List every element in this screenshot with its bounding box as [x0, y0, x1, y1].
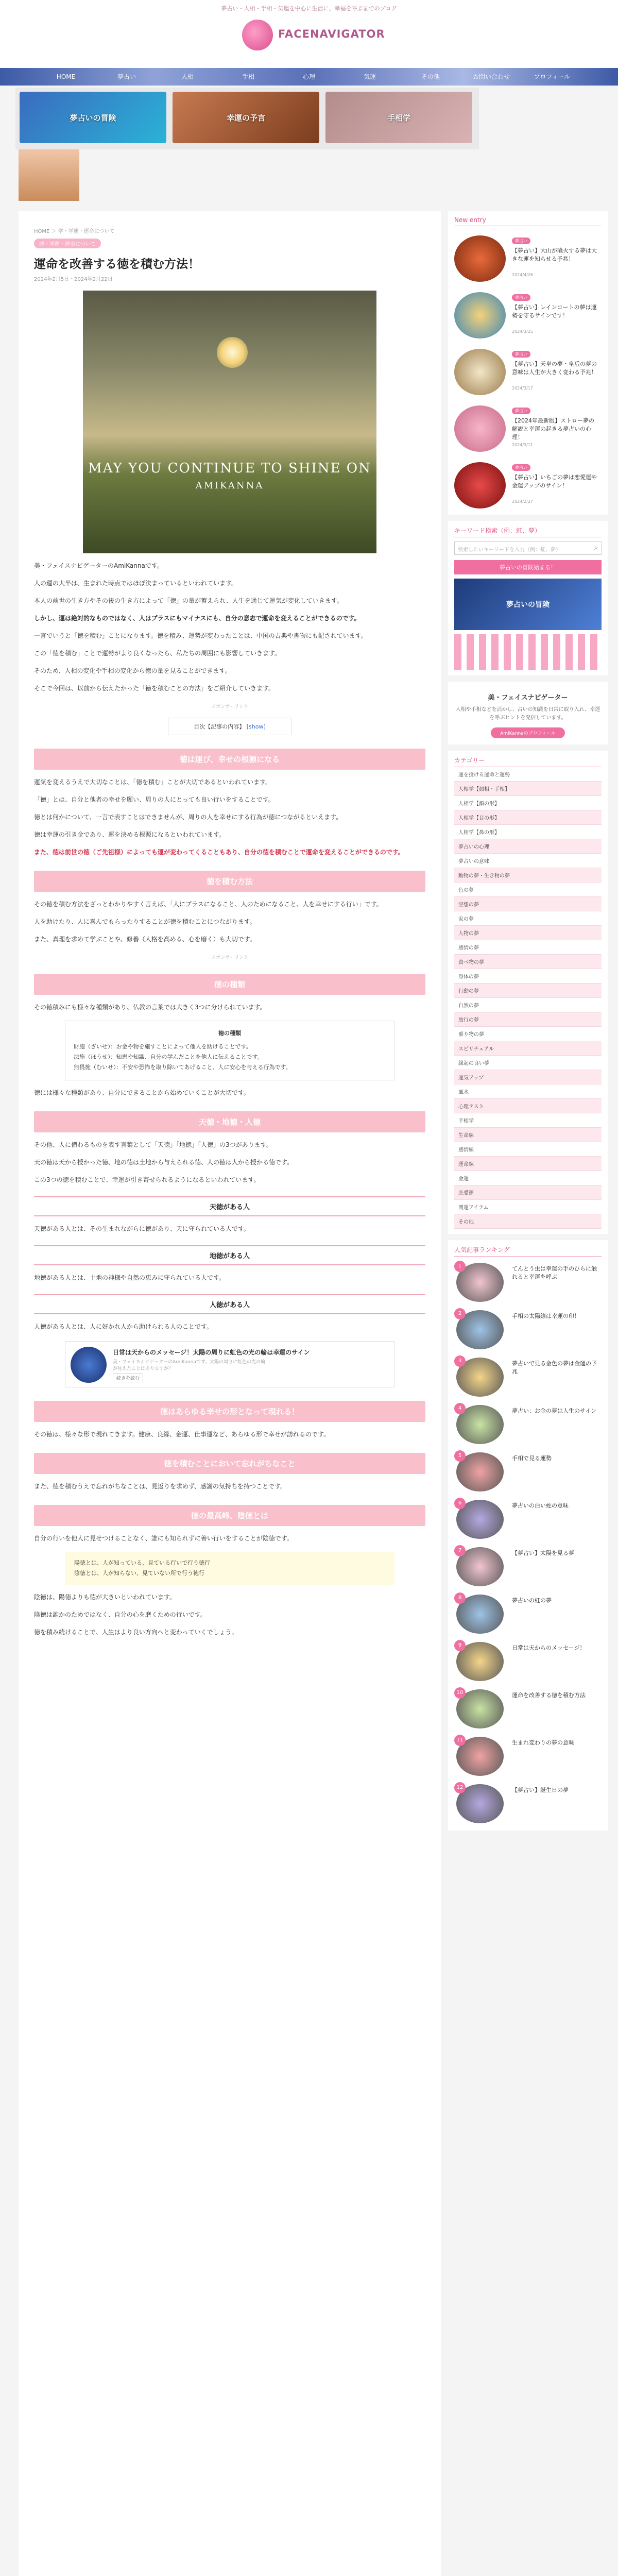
- nav-home[interactable]: HOME: [56, 73, 76, 80]
- widget-heading: 人気記事ランキング: [454, 1245, 602, 1257]
- rank-title: 夢占いの虹の夢: [512, 1597, 552, 1604]
- new-entry-item[interactable]: [454, 288, 602, 340]
- rank-number: 5: [454, 1450, 466, 1462]
- intro-paragraph: 人の運の大半は、生まれた時点ではほぼ決まっているといわれています。: [34, 580, 238, 587]
- paragraph: 運気を変えるうえで大切なことは、「徳を積む」ことが大切であるといわれています。: [34, 778, 272, 786]
- entry-category: 夢占い: [512, 351, 530, 358]
- paragraph: その他、人に備わるものを表す言葉として「天徳」「地徳」「人徳」の3つがあります。: [34, 1141, 272, 1148]
- feature-card-label: 夢占いの冒険: [70, 113, 116, 123]
- rank-number: 2: [454, 1308, 466, 1319]
- category-link[interactable]: 身体の夢: [454, 969, 602, 984]
- paragraph: その徳積みにも様々な種類があり、仏教の言葉では大きく3つに分けられています。: [34, 1004, 266, 1011]
- category-link[interactable]: 乗り物の夢: [454, 1027, 602, 1041]
- entry-date: 2024/4/26: [512, 273, 534, 277]
- entry-category: 夢占い: [512, 294, 530, 301]
- category-link[interactable]: 行動の夢: [454, 984, 602, 998]
- cta-bar[interactable]: 夢占いの冒険始まる！: [454, 560, 602, 574]
- entry-thumbnail: [454, 292, 506, 338]
- paragraph: 天の徳は天から授かった徳、地の徳は土地から与えられる徳、人の徳は人から授かる徳です。: [34, 1159, 294, 1166]
- ranking-item[interactable]: [454, 1261, 602, 1304]
- new-entry-widget: [448, 211, 608, 515]
- section-heading: 徳を積む方法: [34, 871, 425, 892]
- paragraph: また、徳を積むうえで忘れがちなことは、見返りを求めず、感謝の気持ちを持つことです。: [34, 1483, 287, 1490]
- intro-paragraph: 本人の前世の生き方やその後の生き方によって「徳」の量が蓄えられ、人生を通じて運気が変化していきます。: [34, 597, 343, 604]
- paragraph: その徳は、様々な形で現れてきます。健康、良縁、金運、仕事運など、あらゆる形で幸せが訪れるのです。: [34, 1431, 330, 1438]
- feature-thumbnail[interactable]: [19, 149, 79, 201]
- category-link[interactable]: 生命線: [454, 1128, 602, 1142]
- entry-title: 【夢占い】天皇の夢・皇后の夢の意味は人生が大きく変わる予兆！: [512, 361, 597, 376]
- ranking-item[interactable]: [454, 1355, 602, 1399]
- ad-label: スポンサーリンク: [211, 704, 248, 709]
- paragraph: 陰徳は、陽徳よりも徳が大きいといわれています。: [34, 1594, 176, 1601]
- ranking-item[interactable]: [454, 1450, 602, 1494]
- nav-profile[interactable]: プロフィール: [534, 73, 571, 80]
- category-link[interactable]: 感情の夢: [454, 940, 602, 955]
- entry-title: 【2024年最新版】ストロー夢の解説と幸運の起きる夢占いの心理！: [512, 417, 594, 440]
- entry-title: 【夢占い】レインコートの夢は運勢を守るサインです！: [512, 304, 597, 319]
- rank-title: てんとう虫は幸運の手のひらに触れると幸運を呼ぶ: [512, 1265, 597, 1280]
- category-link[interactable]: 旅行の夢: [454, 1012, 602, 1027]
- entry-date: 2024/2/27: [512, 499, 534, 504]
- profile-name: 美・フェイスナビゲーター: [488, 694, 568, 702]
- highlight-box: [65, 1552, 394, 1585]
- info-box: [65, 1021, 394, 1080]
- rank-number: 7: [454, 1545, 466, 1556]
- hero-image: [83, 291, 376, 553]
- nav-contact[interactable]: お問い合わせ: [472, 73, 510, 80]
- rank-number: 3: [454, 1355, 466, 1367]
- paragraph: 徳には様々な種類があり、自分にできることから始めていくことが大切です。: [34, 1089, 250, 1096]
- rank-title: 運命を改善する徳を積む方法: [512, 1692, 586, 1699]
- category-link[interactable]: 運を授ける運命と運勢: [454, 767, 602, 782]
- category-link[interactable]: 人相学【顔相・手相】: [454, 782, 602, 796]
- site-header: [0, 0, 618, 72]
- rank-title: 手相の太陽線は幸運の印！: [512, 1313, 580, 1319]
- feature-card-label: 手相学: [387, 113, 410, 123]
- ad-label: スポンサーリンク: [211, 955, 248, 960]
- section-heading: 徳は運び、幸せの根源になる: [34, 749, 425, 770]
- paragraph: 地徳がある人とは、土地の神様や自然の恵みに守られている人です。: [34, 1274, 226, 1281]
- entry-date: 2024/3/11: [512, 443, 534, 447]
- read-more-button[interactable]: 続きを読む: [113, 1374, 143, 1382]
- sidebar: [448, 211, 608, 1837]
- related-snippet: 美・フェイスナビゲーターのAmiKannaです。太陽の周りに虹色の光の輪が見えたことはありますか？: [113, 1360, 266, 1371]
- section-heading: 徳を積むことにおいて忘れがちなこと: [34, 1453, 425, 1474]
- category-link[interactable]: 家の夢: [454, 911, 602, 926]
- new-entry-item[interactable]: [454, 345, 602, 396]
- feature-card-label: 幸運の予言: [226, 113, 265, 123]
- category-link[interactable]: 自然の夢: [454, 998, 602, 1012]
- search-widget: [448, 521, 608, 675]
- related-thumbnail: [71, 1347, 107, 1383]
- nav-psych[interactable]: 心理: [302, 73, 315, 80]
- entry-thumbnail: [454, 235, 506, 282]
- rank-number: 1: [454, 1261, 466, 1272]
- ranking-item[interactable]: [454, 1640, 602, 1683]
- banner-label: 夢占いの冒険: [506, 601, 550, 609]
- ranking-item[interactable]: [454, 1545, 602, 1588]
- entry-category: 夢占い: [512, 408, 530, 414]
- new-entry-item[interactable]: [454, 458, 602, 510]
- toc-toggle[interactable]: [show]: [246, 723, 266, 730]
- hero-caption: MAY YOU CONTINUE TO SHINE ON: [88, 461, 371, 476]
- category-link[interactable]: 縁起の良い夢: [454, 1056, 602, 1070]
- category-link[interactable]: その他: [454, 1214, 602, 1229]
- ranking-item[interactable]: [454, 1308, 602, 1351]
- paragraph: 人徳がある人とは、人に好かれ人から助けられる人のことです。: [34, 1323, 213, 1330]
- feature-card-dream[interactable]: [20, 92, 166, 143]
- category-link[interactable]: 手相学: [454, 1113, 602, 1128]
- category-link[interactable]: スピリチュアル: [454, 1041, 602, 1056]
- article: [19, 211, 441, 2576]
- section-heading: 天徳・地徳・人徳: [34, 1111, 425, 1132]
- rank-title: 【夢占い】誕生日の夢: [512, 1787, 569, 1793]
- category-link[interactable]: 人相学【顔の形】: [454, 796, 602, 810]
- entry-date: 2024/3/17: [512, 386, 534, 391]
- site-logo[interactable]: [242, 18, 385, 54]
- search-icon[interactable]: ⌕: [594, 544, 598, 552]
- category-link[interactable]: 金運: [454, 1171, 602, 1185]
- category-link[interactable]: 感情線: [454, 1142, 602, 1157]
- subsection-heading: 天徳がある人: [34, 1196, 425, 1216]
- rank-number: 9: [454, 1640, 466, 1651]
- paragraph: 「徳」とは、自分と他者の幸せを願い、周りの人にとっても良い行いをすることです。: [34, 796, 274, 803]
- entry-category: 夢占い: [512, 464, 530, 471]
- ranking-item[interactable]: [454, 1782, 602, 1825]
- paragraph: その徳を積む方法をざっとわかりやすく言えば、「人にプラスになること、人のためになること、人を幸せにする行い」です。: [34, 901, 383, 908]
- ranking-item[interactable]: [454, 1592, 602, 1636]
- category-link[interactable]: 夢占いの意味: [454, 854, 602, 868]
- paragraph: この3つの徳を積むことで、幸運が引き寄せられるようになるといわれています。: [34, 1176, 260, 1183]
- widget-heading: キーワード検索（例：虹、夢）: [454, 526, 602, 537]
- rank-title: 【夢占い】太陽を見る夢: [512, 1550, 574, 1556]
- table-of-contents: [168, 718, 291, 735]
- profile-description: 人相や手相などを活かし、占いの知識を日常に取り入れ、幸運を呼ぶヒントを発信しています。: [455, 707, 600, 721]
- feature-card-palm[interactable]: [325, 92, 472, 143]
- feature-card-luck[interactable]: [173, 92, 319, 143]
- rank-number: 6: [454, 1498, 466, 1509]
- widget-heading: カテゴリー: [454, 756, 602, 767]
- dream-banner[interactable]: [454, 579, 602, 630]
- article-date: 2024年2月5日・2024年2月22日: [34, 277, 113, 282]
- entry-date: 2024/3/25: [512, 329, 534, 334]
- sun-icon: [217, 337, 248, 368]
- intro-paragraph: 一言でいうと「徳を積む」ことになります。徳を積み、運勢が変わったことは、中国の古典や書物にも記されています。: [34, 632, 367, 639]
- related-title: 日常は天からのメッセージ！太陽の周りに虹色の光の輪は幸運のサイン: [113, 1349, 310, 1356]
- paragraph: 徳を積み続けることで、人生はより良い方向へと変わっていくでしょう。: [34, 1629, 238, 1636]
- rank-number: 4: [454, 1403, 466, 1414]
- intro-paragraph: この「徳を積む」ことで運勢がより良くなったら、私たちの周囲にも影響していきます。: [34, 650, 281, 657]
- intro-paragraph: そのため、人相の変化や手相の変化から徳の量を見ることができます。: [34, 667, 231, 674]
- rank-number: 10: [454, 1687, 466, 1699]
- category-link[interactable]: 風水: [454, 1084, 602, 1099]
- paragraph: 天徳がある人とは、その生まれながらに徳があり、天に守られている人です。: [34, 1225, 250, 1232]
- hero-signature: AMIKANNA: [195, 480, 264, 491]
- rank-title: 生まれ変わりの夢の意味: [512, 1739, 574, 1746]
- paragraph: 人を助けたり、人に喜んでもらったりすることが徳を積むことにつながります。: [34, 918, 256, 925]
- article-title: 運命を改善する徳を積む方法！: [34, 258, 200, 271]
- intro-paragraph: そこで今回は、以前から伝えたかった「徳を積むことの方法」をご紹介していきます。: [34, 685, 275, 692]
- category-link[interactable]: 開運アイテム: [454, 1200, 602, 1214]
- highlight-item: 陽徳とは、人が知っている、見ている行いで行う徳行: [74, 1560, 210, 1566]
- entry-title: 【夢占い】大山が噴火する夢は大きな運を知らせる予兆！: [512, 247, 597, 262]
- category-link[interactable]: 運命線: [454, 1157, 602, 1171]
- entry-thumbnail: [454, 405, 506, 452]
- logo-text: FACENAVIGATOR: [278, 28, 385, 40]
- category-link[interactable]: 人相学【目の形】: [454, 810, 602, 825]
- ranking-item[interactable]: [454, 1735, 602, 1778]
- category-widget: [448, 751, 608, 1234]
- category-link[interactable]: 空想の夢: [454, 897, 602, 911]
- new-entry-item[interactable]: [454, 401, 602, 453]
- nav-fortune[interactable]: 気運: [363, 73, 376, 80]
- new-entry-item[interactable]: [454, 231, 602, 283]
- feature-carousel: [15, 88, 479, 149]
- search-placeholder: 検索したいキーワードを入力（例：虹、夢）: [458, 547, 561, 553]
- paragraph: また、真理を求めて学ぶことや、修養（人格を高める、心を磨く）も大切です。: [34, 936, 256, 943]
- widget-heading: New entry: [454, 216, 602, 226]
- highlight-item: 陰徳とは、人が知らない、見ていない所で行う徳行: [74, 1570, 204, 1577]
- paragraph: 自分の行いを他人に見せつけることなく、誰にも知られずに善い行いをすることが陰徳です。: [34, 1535, 293, 1542]
- entry-category: 夢占い: [512, 238, 530, 244]
- rank-title: 夢占い：お金の夢は人生のサイン: [512, 1408, 597, 1414]
- ranking-item[interactable]: [454, 1687, 602, 1731]
- rank-number: 11: [454, 1735, 466, 1746]
- category-link[interactable]: 恋愛運: [454, 1185, 602, 1200]
- category-link[interactable]: 人物の夢: [454, 926, 602, 940]
- intro-paragraph: しかし、運は絶対的なものではなく、人はプラスにもマイナスにも、自分の意志で運命を変えることができるのです。: [34, 615, 360, 622]
- entry-thumbnail: [454, 462, 506, 509]
- breadcrumb[interactable]: HOME ＞ 学・学運・運命について: [34, 229, 115, 234]
- category-link[interactable]: 動物の夢・生き物の夢: [454, 868, 602, 883]
- section-heading: 徳はあらゆる幸せの形となって現れる！: [34, 1401, 425, 1422]
- related-article-card[interactable]: [65, 1341, 394, 1387]
- search-input[interactable]: [454, 541, 602, 555]
- ranking-item[interactable]: [454, 1403, 602, 1446]
- logo-mark-icon: [242, 20, 273, 50]
- section-heading: 徳の最高峰、陰徳とは: [34, 1505, 425, 1526]
- info-box-title: 徳の種類: [218, 1030, 241, 1037]
- rank-number: 8: [454, 1592, 466, 1604]
- entry-thumbnail: [454, 349, 506, 395]
- info-box-item: 無畏施（むいせ）：不安や恐怖を取り除いてあげること、人に安心を与える行為です。: [74, 1064, 291, 1071]
- profile-button[interactable]: AmiKannaのプロフィール: [491, 727, 565, 738]
- nav-other[interactable]: その他: [421, 73, 440, 80]
- section-heading: 徳の種類: [34, 974, 425, 995]
- subsection-heading: 人徳がある人: [34, 1294, 425, 1314]
- profile-widget: [448, 682, 608, 744]
- paragraph: 徳とは何かについて、一言で表すことはできませんが、周りの人を幸せにする行為が徳につながるといえます。: [34, 814, 342, 821]
- main-nav: [0, 68, 618, 86]
- info-box-item: 法施（ほうせ）：知恵や知識、自分の学んだことを他人に伝えることです。: [74, 1054, 263, 1060]
- rank-title: 夢占いの白い蛇の意味: [512, 1502, 569, 1509]
- intro-paragraph: 美・フェイスナビゲーターのAmiKannaです。: [34, 562, 163, 569]
- rank-number: 12: [454, 1782, 466, 1793]
- entry-title: 【夢占い】いちごの夢は恋愛運や金運アップのサイン！: [512, 474, 597, 489]
- toc-label: 目次【記事の内容】: [194, 723, 245, 730]
- decorative-banner: [454, 634, 602, 670]
- nav-palm[interactable]: 手相: [242, 73, 254, 80]
- category-badge[interactable]: 運・学運・運命について: [34, 239, 101, 248]
- category-link[interactable]: 色の夢: [454, 883, 602, 897]
- paragraph: 徳は幸運の引き金であり、運を決める根源になるといわれています。: [34, 831, 226, 838]
- ranking-item[interactable]: [454, 1498, 602, 1541]
- nav-face[interactable]: 人相: [181, 73, 194, 80]
- nav-dream[interactable]: 夢占い: [117, 73, 136, 80]
- rank-title: 夢占いで見る金色の夢は金運の予兆: [512, 1360, 597, 1375]
- rank-title: 日常は天からのメッセージ！: [512, 1645, 586, 1651]
- site-tagline: 夢占い・人相・手相・気運を中心に生活に、幸福を呼ぶまでのブログ: [221, 5, 397, 12]
- category-link[interactable]: 人相学【鼻の形】: [454, 825, 602, 839]
- info-box-item: 財施（ざいせ）：お金や物を施すことによって他人を助けることです。: [74, 1043, 252, 1050]
- category-link[interactable]: 運気アップ: [454, 1070, 602, 1084]
- subsection-heading: 地徳がある人: [34, 1245, 425, 1265]
- ranking-widget: [448, 1240, 608, 1831]
- paragraph: 陰徳は誰かのためではなく、自分の心を磨くための行いです。: [34, 1611, 207, 1618]
- category-link[interactable]: 夢占いの心理: [454, 839, 602, 854]
- category-link[interactable]: 心理テスト: [454, 1099, 602, 1113]
- category-link[interactable]: 食べ物の夢: [454, 955, 602, 969]
- rank-title: 手相で見る運勢: [512, 1455, 552, 1462]
- highlight-paragraph: また、徳は前世の徳（ご先祖様）によっても運が変わってくることもあり、自分の徳を積むことで運命を変えることができるのです。: [34, 849, 404, 856]
